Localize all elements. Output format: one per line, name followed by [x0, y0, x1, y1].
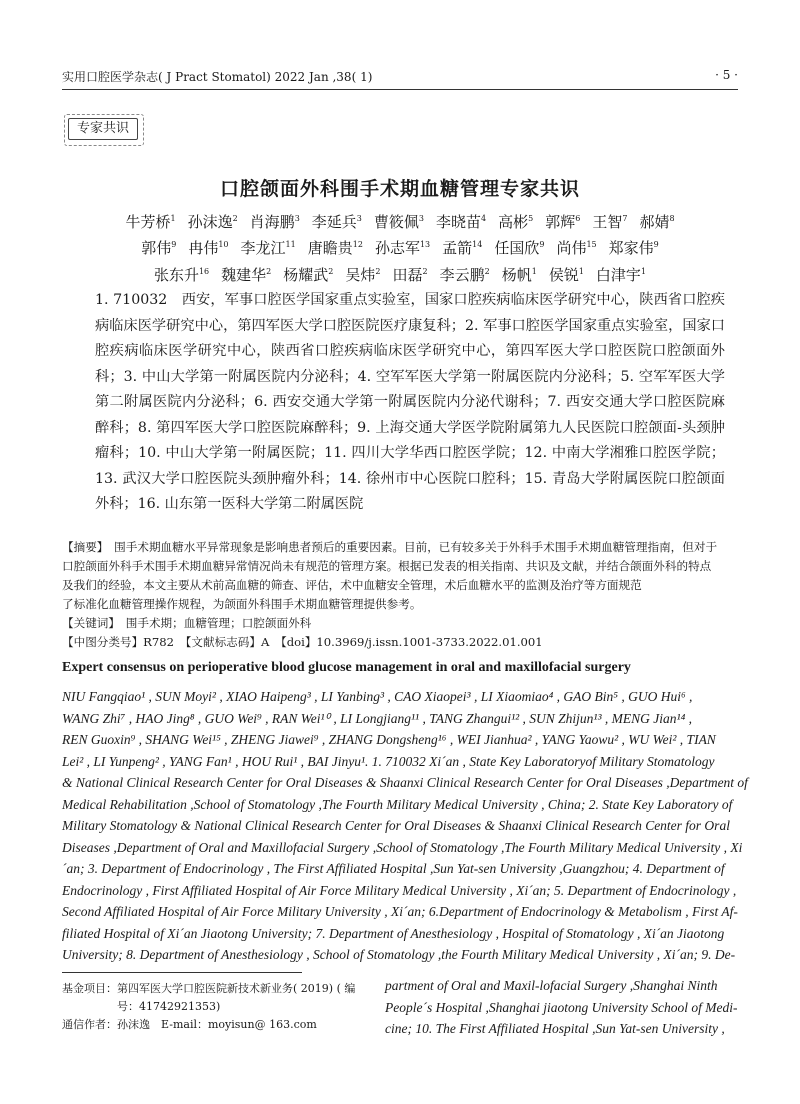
- author-name: 魏建华$^2$: [221, 266, 272, 284]
- author-name: 吴炜$^2$: [345, 266, 381, 284]
- keywords-line: 【关键词】 围手术期；血糖管理；口腔颌面外科: [62, 616, 312, 630]
- english-line: filiated Hospital of Xi´an Jiaotong University; 7. Department of Anesthesiology , Hospital of Stomatology , Xi´an Jiaotong: [62, 925, 725, 941]
- author-affiliation-mark: 12: [352, 240, 363, 249]
- author-affiliation-mark: 3: [356, 214, 362, 223]
- author-affiliation-mark: 2: [328, 267, 334, 276]
- english-line: & National Clinical Research Center for Oral Diseases & Shaanxi Clinical Research Center for Oral Diseases ,Department of: [62, 775, 748, 790]
- english-line: cine; 10. The First Affiliated Hospital ,Sun Yat-sen University ,: [385, 1021, 725, 1036]
- running-header: [62, 68, 738, 88]
- header-rule: [62, 89, 738, 90]
- classification-line: 【中图分类号】R782 【文献标志码】A 【doi】10.3969/j.issn.1001-3733.2022.01.001: [62, 635, 543, 649]
- english-title: Expert consensus on perioperative blood glucose management in oral and maxillofacial surgery: [62, 660, 631, 675]
- author-affiliation-mark: 2: [266, 267, 272, 276]
- english-line: Lei² , LI Yunpeng² , YANG Fan¹ , HOU Rui¹ , BAI Jinyu¹. 1. 710032 Xi´an , State Key Laboratoryof Military Stomatology: [62, 753, 715, 769]
- author-affiliation-mark: 1: [531, 267, 537, 276]
- english-line: Endocrinology , First Affiliated Hospital of Air Force Military Medical University , Xi´an; 5. Department of Endocrinology ,: [62, 882, 737, 898]
- english-line: REN Guoxin⁹ , SHANG Wei¹⁵ , ZHENG Jiawei⁹ , ZHANG Dongsheng¹⁶ , WEI Jianhua² , YANG Yaowu² , WU Wei² , TIAN: [62, 732, 716, 747]
- author-name: 孙志军$^{13}$: [374, 239, 431, 257]
- authors-cn-line-3: [70, 259, 730, 288]
- author-affiliation-mark: 5: [528, 214, 534, 223]
- author-affiliation-mark: 16: [198, 267, 210, 276]
- author-name: 曹筱佩$^3$: [373, 213, 424, 231]
- author-name: 侯锐$^1$: [548, 266, 584, 284]
- author-affiliation-mark: 2: [232, 214, 238, 223]
- author-affiliation-mark: 8: [669, 214, 675, 223]
- english-line: Military Stomatology & National Clinical Research Center for Oral Diseases & Shaanxi Clinical Research Center for Oral: [62, 818, 730, 833]
- author-name: 唐瞻贵$^{12}$: [307, 239, 363, 257]
- author-affiliation-mark: 4: [481, 214, 487, 223]
- abstract-line: 【摘要】 围手术期血糖水平异常现象是影响患者预后的重要因素。目前，已有较多关于外科手术围手术期血糖管理指南，但对于: [62, 540, 718, 554]
- author-name: 杨帆$^1$: [501, 266, 537, 284]
- english-line: People´s Hospital ,Shanghai jiaotong University School of Medi-: [385, 999, 738, 1015]
- author-name: 孟箭$^{14}$: [442, 239, 483, 257]
- funding-note: 基金项目：第四军医大学口腔医院新技术新业务( 2019) ( 编: [62, 982, 356, 995]
- author-name: 高彬$^5$: [498, 213, 534, 231]
- author-affiliation-mark: 1: [640, 267, 647, 276]
- author-affiliation-mark: 9: [171, 240, 177, 249]
- author-affiliation-mark: 7: [622, 214, 628, 223]
- author-affiliation-mark: 10: [218, 240, 229, 249]
- author-affiliation-mark: 9: [653, 240, 659, 249]
- author-name: 任国欣$^9$: [494, 239, 545, 257]
- author-name: 张东升$^{16}$: [153, 266, 210, 284]
- author-affiliation-mark: 2: [484, 267, 490, 276]
- author-affiliation-mark: 6: [575, 214, 581, 223]
- author-name: 郝婧$^8$: [639, 213, 675, 231]
- english-line: Diseases ,Department of Oral and Maxillofacial Surgery ,School of Stomatology ,The Fourth Military Medical University , Xi: [62, 839, 743, 855]
- abstract-line: 了标准化血糖管理操作规程，为颌面外科围手术期血糖管理提供参考。: [62, 597, 422, 611]
- affiliations-cn: 1. 710032 西安，军事口腔医学国家重点实验室，国家口腔疾病临床医学研究中心，陕西省口腔疾病临床医学研究中心，第四军医大学口腔医院医疗康复科；2. 军事口腔医学国家重点实验室，国家口腔疾病临床医学研究中心，陕西省口腔疾病临床医学研究中心，第四军医大学口腔医院口腔颌面外科；3. 中山大学第一附属医院内分泌科；4. 空军军医大学第一附属医院内分泌科；5. 空军军医大学第二附属医院内分泌科；6. 西安交通大学第一附属医院内分泌代谢科；7. 西安交通大学口腔医院麻醉科；8. 第四军医大学口腔医院麻醉科；9. 上海交通大学医学院附属第九人民医院口腔颌面-头颈肿瘤科；10. 中山大学第一附属医院；11. 四川大学华西口腔医学院；12. 中南大学湘雅口腔医学院；13. 武汉大学口腔医院头颈肿瘤外科；14. 徐州市中心医院口腔科；15. 青岛大学附属医院口腔颌面外科；16. 山东第一医科大学第二附属医院: [95, 292, 725, 512]
- author-name: 郭辉$^6$: [545, 213, 581, 231]
- author-name: 郑家伟$^9$: [608, 239, 659, 257]
- author-affiliation-mark: 1: [170, 214, 176, 223]
- english-affiliations-continued: [385, 975, 738, 1040]
- english-line: WANG Zhi⁷ , HAO Jing⁸ , GUO Wei⁹ , RAN Wei¹⁰ , LI Longjiang¹¹ , TANG Zhangui¹² , SUN Zhijun¹³ , MENG Jian¹⁴ ,: [62, 710, 693, 726]
- author-affiliation-mark: 13: [419, 240, 431, 249]
- footnotes: [62, 980, 362, 1034]
- author-name: 冉伟$^{10}$: [188, 239, 229, 257]
- author-affiliation-mark: 2: [375, 267, 381, 276]
- english-line: ´an; 3. Department of Endocrinology , The First Affiliated Hospital ,Sun Yat-sen University ,Guangzhou; 4. Department of: [62, 861, 725, 876]
- author-name: 尚伟$^{15}$: [556, 239, 597, 257]
- author-affiliation-mark: 14: [472, 240, 483, 249]
- author-affiliation-mark: 15: [586, 240, 597, 249]
- abstract-line: 及我们的经验，本文主要从术前高血糖的筛查、评估，术中血糖安全管理，术后血糖水平的监测及治疗等方面规范: [62, 578, 642, 592]
- column-tag: 专家共识: [68, 118, 138, 140]
- author-affiliation-mark: 3: [418, 214, 424, 223]
- author-name: 李云鹏$^2$: [439, 266, 490, 284]
- abstract-line: 口腔颌面外科手术围手术期血糖异常情况尚未有规范的管理方案。根据已发表的相关指南、共识及文献，并结合颌面外科的特点: [62, 559, 712, 573]
- author-name: 李晓苗$^4$: [436, 213, 487, 231]
- abstract-block: [62, 538, 738, 652]
- author-name: 李龙江$^{11}$: [240, 239, 296, 257]
- author-affiliation-mark: 9: [539, 240, 545, 249]
- author-affiliation-mark: 3: [294, 214, 300, 223]
- author-affiliation-mark: 1: [578, 267, 584, 276]
- author-name: 孙沫逸$^2$: [187, 213, 238, 231]
- author-name: 杨耀武$^2$: [283, 266, 334, 284]
- author-affiliation-mark: 11: [285, 240, 296, 249]
- author-name: 王智$^7$: [592, 213, 628, 231]
- article-title: 口腔颌面外科围手术期血糖管理专家共识: [219, 178, 580, 200]
- english-line: Medical Rehabilitation ,School of Stomatology ,The Fourth Military Medical University , China; 2. State Key Laboratory of: [62, 796, 733, 812]
- author-name: 肖海鹏$^3$: [249, 213, 300, 231]
- page-number: · 5 ·: [715, 68, 738, 82]
- journal-citation: 实用口腔医学杂志( J Pract Stomatol) 2022 Jan ,38( 1): [62, 70, 373, 84]
- english-line: NIU Fangqiao¹ , SUN Moyi² , XIAO Haipeng³ , LI Yanbing³ , CAO Xiaopei³ , LI Xiaomiao⁴ , GAO Bin⁵ , GUO Hui⁶ ,: [62, 689, 693, 704]
- english-line: Second Affiliated Hospital of Air Force Military University , Xi´an; 6.Department of Endocrinology & Metabolism , First Af-: [62, 904, 738, 919]
- english-line: University; 8. Department of Anesthesiology , School of Stomatology ,the Fourth Military Medical University , Xi´an; 9. De-: [62, 947, 736, 962]
- author-affiliation-mark: 2: [422, 267, 428, 276]
- author-name: 李延兵$^3$: [311, 213, 362, 231]
- english-line: partment of Oral and Maxil-lofacial Surgery ,Shanghai Ninth: [385, 978, 718, 993]
- author-name: 田磊$^2$: [392, 266, 428, 284]
- footnote-rule: [62, 972, 302, 973]
- author-name: 白津宇$^1$: [595, 266, 647, 284]
- authors-cn-line-2: [70, 232, 730, 261]
- authors-cn-line-1: [70, 206, 730, 235]
- english-authors-affiliations: [62, 686, 748, 966]
- author-name: 郭伟$^9$: [141, 239, 177, 257]
- corresponding-author: 通信作者：孙沫逸 E-mail：moyisun@ 163.com: [62, 1018, 317, 1031]
- funding-note-cont: 号：41742921353): [62, 1000, 221, 1013]
- author-name: 牛芳桥$^1$: [125, 213, 176, 231]
